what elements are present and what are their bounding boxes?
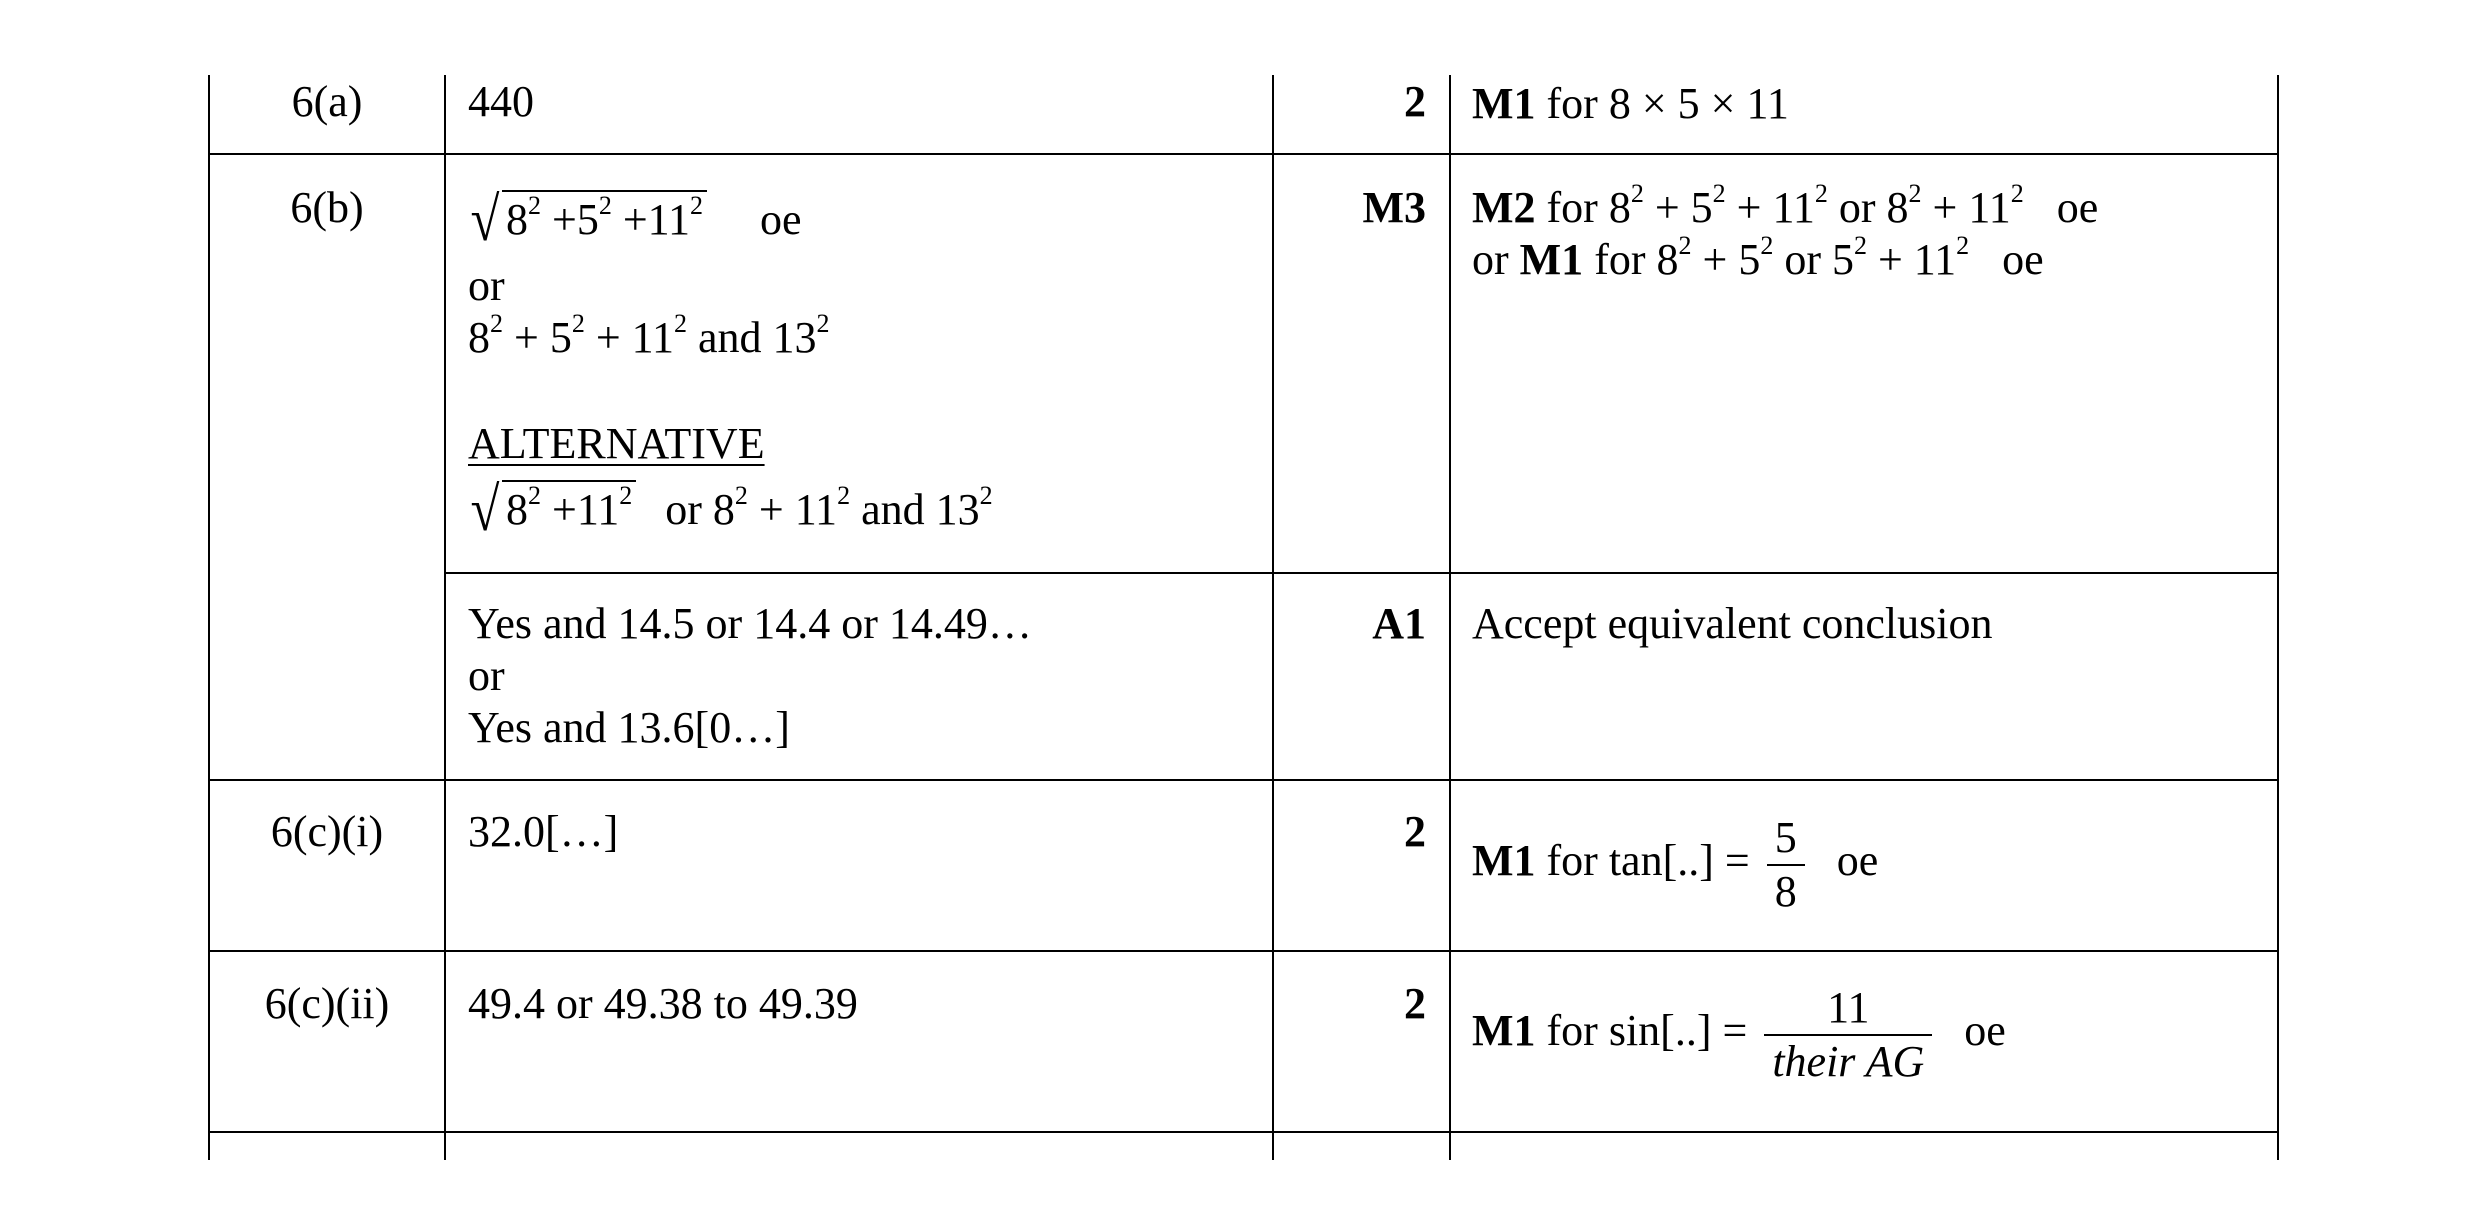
- table-border-right: [2277, 75, 2279, 1160]
- question-number: 6(b): [290, 183, 364, 232]
- fraction-denominator: their AG: [1772, 1037, 1925, 1086]
- answer: 32.0[…]: [468, 807, 619, 856]
- row-divider: [208, 779, 2279, 781]
- fraction: [1767, 812, 1805, 918]
- question-number: 6(c)(ii): [264, 979, 390, 1028]
- answer-sqrt-expression: [468, 186, 802, 254]
- oe-label: oe: [1836, 836, 1879, 886]
- answer-sum-expression: $8^2 + 5^2 + 11^2$ and $13^2$: [468, 309, 830, 362]
- marks-value: A1: [1372, 599, 1426, 648]
- row-divider: [208, 1131, 2279, 1133]
- marks: [1274, 182, 1426, 234]
- guidance-text: for sin[..] =: [1535, 1006, 1759, 1056]
- and-13: and 13: [687, 313, 817, 362]
- fraction-denominator: 8: [1774, 867, 1797, 916]
- marks: [1274, 598, 1426, 650]
- mark-code: M1: [1472, 79, 1536, 128]
- fraction-numerator: 11: [1764, 982, 1932, 1036]
- mark-code: M1: [1472, 1006, 1536, 1056]
- marks-value: M3: [1362, 183, 1426, 232]
- marks-value: 2: [1404, 979, 1426, 1028]
- row-divider: [208, 950, 2279, 952]
- marks-value: 2: [1404, 77, 1426, 126]
- mark-code: M1: [1472, 836, 1536, 886]
- marks-value: 2: [1404, 807, 1426, 856]
- question-number: 6(a): [291, 77, 363, 126]
- row-divider: [208, 153, 2279, 155]
- question-number: 6(c)(i): [270, 807, 384, 856]
- guidance-text: for tan[..] =: [1535, 836, 1761, 886]
- alternative-heading: ALTERNATIVE: [468, 419, 765, 468]
- fraction: [1764, 982, 1932, 1088]
- oe-label: oe: [2056, 183, 2099, 232]
- oe-label: oe: [2002, 235, 2044, 284]
- guidance: [1472, 78, 1789, 130]
- alternative-expression: √ $8^2 +11^2$ or $8^2 + 11^2$ and $13^2$: [468, 480, 993, 536]
- guidance: Accept equivalent conclusion: [1472, 599, 1993, 648]
- table-divider-question: [444, 75, 446, 1160]
- answer: 49.4 or 49.38 to 49.39: [468, 979, 858, 1028]
- oe-label: oe: [1964, 1006, 2006, 1056]
- conclusion-or: or: [468, 651, 505, 700]
- marks: [1274, 76, 1426, 128]
- answer-or: or: [468, 261, 505, 310]
- row-divider: [444, 572, 2279, 574]
- marks: [1274, 978, 1426, 1030]
- guidance: [1472, 982, 2006, 1088]
- alt-or-text: or 8: [665, 485, 735, 534]
- square-root: √ $8^2 +11^2$: [468, 480, 636, 536]
- mark-code: M2: [1472, 183, 1536, 232]
- table-divider-marks: [1449, 75, 1451, 1160]
- mark-code: M1: [1519, 235, 1584, 284]
- and-13: and 13: [850, 485, 980, 534]
- guidance: M2 for $8^2 + 5^2 + 11^2$ or $8^2 + 11^2$ oe or M1 for $8^2 + 5^2$ or $5^2 + 11^2$ oe: [1472, 179, 2099, 284]
- oe-label: oe: [760, 195, 802, 244]
- marks: [1274, 806, 1426, 858]
- answer: 440: [468, 77, 534, 126]
- conclusion-answer-2: Yes and 13.6[0…]: [468, 703, 790, 752]
- guidance-text: for 8 × 5 × 11: [1535, 79, 1789, 128]
- fraction-numerator: 5: [1767, 812, 1805, 866]
- conclusion-answer-1: Yes and 14.5 or 14.4 or 14.49…: [468, 599, 1032, 648]
- guidance: [1472, 812, 1878, 918]
- square-root: √ $8^2 +5^2 +11^2$: [468, 190, 707, 246]
